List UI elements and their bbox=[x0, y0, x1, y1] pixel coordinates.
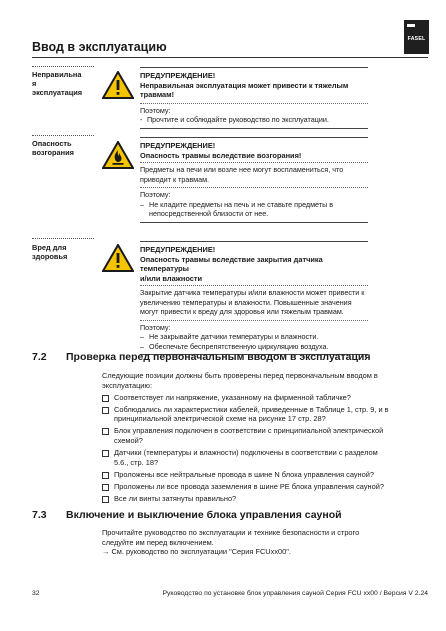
warning-side-label: Вред для здоровья bbox=[32, 243, 68, 261]
warning-box: ПРЕДУПРЕЖДЕНИЕ! Опасность травмы вследствие возгорания! Предметы на печи или возле нее могут воспламениться, что приводит к травмам. Поэтому: – Не кладите предметы на печь и не ставьте предметы в непосредственной близости от нее. bbox=[140, 137, 368, 223]
checkbox-icon bbox=[102, 496, 109, 503]
checklist-item: Соблюдались ли характеристики кабелей, приведенные в Таблице 1, стр. 9, и в принципиальной электрической схеме на рисунке 17 стр. 28? bbox=[102, 405, 402, 424]
checkbox-icon bbox=[102, 407, 109, 414]
checkbox-icon bbox=[102, 395, 109, 402]
list-item: - Прочтите и соблюдайте руководство по эксплуатации. bbox=[140, 115, 329, 124]
warning-side-label: Опасность возгорания bbox=[32, 139, 74, 157]
divider bbox=[32, 66, 94, 67]
checkbox-icon bbox=[102, 484, 109, 491]
checkbox-icon bbox=[102, 450, 109, 457]
fire-hazard-icon bbox=[102, 141, 134, 169]
header-divider bbox=[32, 57, 428, 58]
checklist-item: Все ли винты затянуты правильно? bbox=[102, 494, 402, 504]
general-warning-icon bbox=[102, 71, 134, 99]
list-item: – Обеспечьте беспрепятственную циркуляцию воздуха. bbox=[140, 341, 329, 351]
reference-link: → См. руководство по эксплуатации "Серия FCUxx00". bbox=[102, 547, 291, 557]
footer-doc-info: Руководство по установке блок управления сауной Серия FCU xx00 / Версия V 2.24 bbox=[162, 590, 428, 597]
section-body: Прочитайте руководство по эксплуатации и технике безопасности и строго следуйте им перед включением. → См. руководство по эксплуатации "Серия FCUxx00". bbox=[102, 528, 402, 557]
checkbox-icon bbox=[102, 472, 109, 479]
warning-box: ПРЕДУПРЕЖДЕНИЕ! Опасность травмы вследствие закрытия датчика температуры и/или влажности Закрытие датчика температуры и/или влажности может привести к увеличению температуры и влажности. Повышенные значения могут привести к вреду для здоровья или тяжелым травмам. Поэтому: – Не закрывайте датчики температуры и влажности. – Обеспечьте беспрепятственную циркуляцию воздуха. bbox=[140, 241, 368, 355]
section-body: Следующие позиции должны быть проверены перед первоначальным вводом в эксплуатацию: Соответствует ли напряжение, указанному на фирменной табличке? Соблюдались ли характеристики кабелей, приведенные в Таблице 1, стр. 9, и в принципиальной электрической схеме на рисунке 17 стр. 28? Блок управления подключен в соответствии с принципиальной электрической схемой? Датчики (температуры и влажности) подключены в соответствии с разделом 5.6., стр. 18? Проложены все нейтральные провода в шине N блока управления сауной? Проложены ли все провода заземления в шине PE блока управления сауной? Все ли винты затянуты правильно? bbox=[102, 371, 402, 504]
checklist-item: Блок управления подключен в соответствии с принципиальной электрической схемой? bbox=[102, 426, 402, 445]
section-heading: 7.3 Включение и выключение блока управления сауной bbox=[32, 509, 342, 521]
divider bbox=[32, 135, 94, 136]
page-title: Ввод в эксплуатацию bbox=[32, 40, 167, 54]
checklist-item: Проложены ли все провода заземления в шине PE блока управления сауной? bbox=[102, 482, 402, 492]
section-heading: 7.2 Проверка перед первоначальным вводом в эксплуатация bbox=[32, 351, 371, 363]
divider bbox=[32, 238, 94, 239]
general-warning-icon bbox=[102, 244, 134, 272]
list-item: – Не кладите предметы на печь и не ставьте предметы в непосредственной близости от нее. bbox=[140, 199, 334, 218]
checklist-item: Соответствует ли напряжение, указанному на фирменной табличке? bbox=[102, 393, 402, 403]
fasel-logo: FASEL bbox=[404, 20, 429, 54]
checklist-item: Датчики (температуры и влажности) подключены в соответствии с разделом 5.6., стр. 18? bbox=[102, 448, 402, 467]
page-number: 32 bbox=[32, 590, 40, 597]
list-item: – Не закрывайте датчики температуры и влажности. bbox=[140, 332, 319, 341]
checkbox-icon bbox=[102, 428, 109, 435]
warning-side-label: Неправильна я эксплуатация bbox=[32, 70, 83, 97]
warning-box: ПРЕДУПРЕЖДЕНИЕ! Неправильная эксплуатация может привести к тяжелым травмам! Поэтому: - Прочтите и соблюдайте руководство по эксплуатации. bbox=[140, 67, 368, 129]
checklist-item: Проложены все нейтральные провода в шине N блока управления сауной? bbox=[102, 470, 402, 480]
